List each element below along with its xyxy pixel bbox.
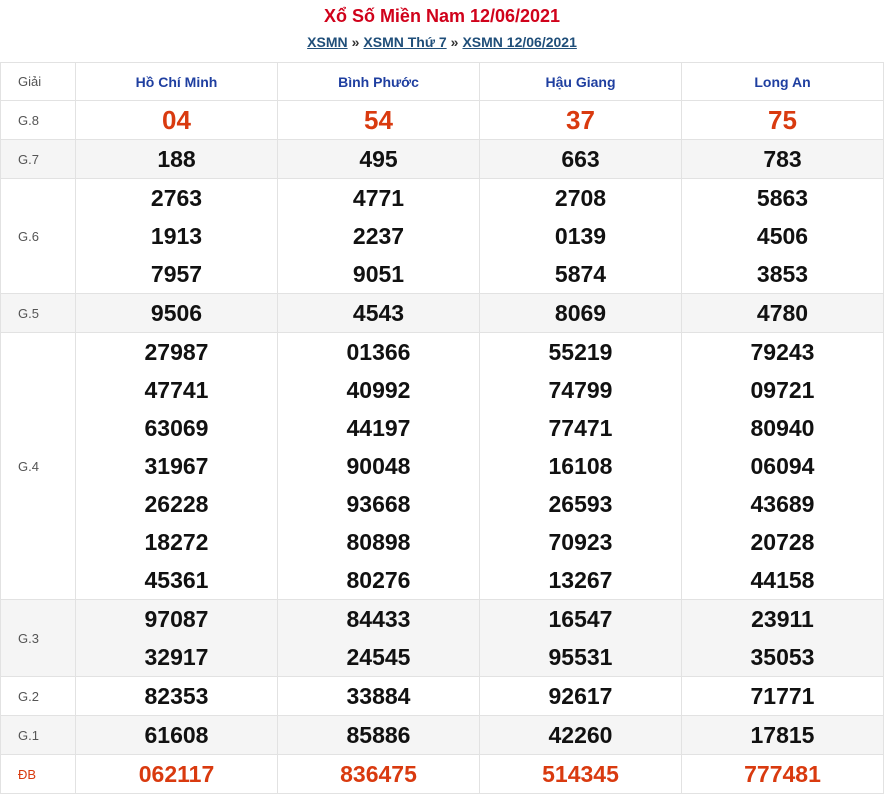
prize-cell [76,755,278,794]
prize-number: 18272 [144,529,209,555]
prize-number: 8069 [554,300,607,326]
prize-number: 97087 [144,606,209,632]
prize-cell [682,140,884,179]
prize-number: 93668 [346,491,411,517]
prize-cell [480,677,682,716]
prize-cell [682,755,884,794]
prize-cell [76,294,278,333]
prize-number: 01366 [346,339,411,365]
prize-number: 55219 [548,339,613,365]
prize-label: G.7 [1,140,76,179]
prize-number: 09721 [750,377,815,403]
breadcrumb-link-xsmn-thu-7[interactable]: XSMN Thứ 7 [363,34,447,50]
province-header-long-an[interactable]: Long An [682,63,884,101]
prize-number: 24545 [346,644,411,670]
prize-number: 80898 [346,529,411,555]
prize-number: 77471 [548,415,613,441]
prize-number: 71771 [750,683,815,709]
prize-cell [76,677,278,716]
prize-number: 26593 [548,491,613,517]
prize-number: 663 [561,146,600,172]
prize-number: 4771 [352,185,405,211]
special-prize-number: 836475 [340,761,417,787]
prize-number: 5863 [756,185,809,211]
prize-cell [682,101,884,140]
prize-number: 26228 [144,491,209,517]
prize-cell [76,716,278,755]
prize-number: 27987 [144,339,209,365]
prize-cell [278,140,480,179]
prize-number: 04 [162,105,191,135]
prize-number: 63069 [144,415,209,441]
prize-number: 79243 [750,339,815,365]
prize-number: 35053 [750,644,815,670]
prize-cell [278,600,480,677]
prize-cell [682,294,884,333]
prize-number: 9506 [150,300,203,326]
prize-cell [278,333,480,600]
prize-label: G.3 [1,600,76,677]
province-header-hau-giang[interactable]: Hậu Giang [480,63,682,101]
prize-row-g5 [1,294,884,333]
prize-number: 4780 [756,300,809,326]
prize-number: 33884 [346,683,411,709]
prize-number: 495 [359,146,398,172]
prize-number: 16108 [548,453,613,479]
page-header [0,0,884,62]
prize-number: 7957 [150,261,203,287]
prize-number: 43689 [750,491,815,517]
prize-cell [480,294,682,333]
prize-cell [76,140,278,179]
results-table [0,62,884,794]
prize-number: 45361 [144,567,209,593]
prize-number: 92617 [548,683,613,709]
prize-number: 1913 [150,223,203,249]
prize-number: 31967 [144,453,209,479]
prize-cell [682,600,884,677]
prize-number: 2237 [352,223,405,249]
prize-row-g2 [1,677,884,716]
prize-cell [278,179,480,294]
prize-label: G.2 [1,677,76,716]
prize-number: 20728 [750,529,815,555]
prize-cell [76,179,278,294]
prize-cell [76,333,278,600]
prize-number: 9051 [352,261,405,287]
prize-number: 188 [157,146,196,172]
prize-cell [76,600,278,677]
prize-number: 32917 [144,644,209,670]
prize-number: 82353 [144,683,209,709]
prize-cell [480,101,682,140]
prize-number: 17815 [750,722,815,748]
prize-label: G.5 [1,294,76,333]
prize-number: 4543 [352,300,405,326]
prize-number: 23911 [751,606,814,632]
prize-cell [278,101,480,140]
prize-cell [682,333,884,600]
prize-column-header: Giải [1,63,76,101]
prize-row-g8 [1,101,884,140]
breadcrumb-separator: » [351,34,360,50]
prize-row-g6 [1,179,884,294]
prize-number: 80940 [750,415,815,441]
special-prize-number: 062117 [138,761,215,787]
prize-label: G.4 [1,333,76,600]
province-header-binh-phuoc[interactable]: Bình Phước [278,63,480,101]
prize-number: 3853 [756,261,809,287]
prize-cell [76,101,278,140]
prize-number: 61608 [144,722,209,748]
prize-number: 75 [768,105,797,135]
prize-cell [480,179,682,294]
prize-row-g3 [1,600,884,677]
prize-number: 42260 [548,722,613,748]
prize-cell [278,755,480,794]
table-header-row [1,63,884,101]
page-title: Xổ Số Miền Nam 12/06/2021 [323,6,561,26]
prize-label: G.6 [1,179,76,294]
prize-number: 13267 [548,567,613,593]
prize-cell [480,333,682,600]
prize-cell [278,716,480,755]
prize-number: 783 [763,146,802,172]
prize-number: 90048 [346,453,411,479]
prize-number: 85886 [346,722,411,748]
prize-number: 4506 [756,223,809,249]
prize-number: 44197 [346,415,411,441]
prize-row-g4 [1,333,884,600]
breadcrumb-separator: » [450,34,459,50]
prize-number: 95531 [548,644,613,670]
prize-number: 44158 [750,567,815,593]
prize-cell [278,677,480,716]
breadcrumb [0,29,884,55]
prize-number: 74799 [548,377,613,403]
province-header-ho-chi-minh[interactable]: Hồ Chí Minh [76,63,278,101]
prize-number: 47741 [144,377,209,403]
breadcrumb-link-xsmn-date[interactable]: XSMN 12/06/2021 [462,34,577,50]
special-prize-number: 777481 [744,761,821,787]
breadcrumb-link-xsmn[interactable]: XSMN [307,34,348,50]
prize-number: 2763 [150,185,203,211]
prize-number: 40992 [346,377,411,403]
prize-number: 06094 [750,453,815,479]
prize-cell [480,140,682,179]
prize-label: ĐB [1,755,76,794]
prize-number: 70923 [548,529,613,555]
prize-cell [278,294,480,333]
prize-row-g1 [1,716,884,755]
prize-number: 37 [566,105,595,135]
prize-cell [480,716,682,755]
prize-number: 54 [364,105,393,135]
prize-cell [480,600,682,677]
prize-cell [682,677,884,716]
prize-label: G.1 [1,716,76,755]
special-prize-number: 514345 [542,761,619,787]
prize-number: 16547 [548,606,613,632]
prize-label: G.8 [1,101,76,140]
prize-cell [480,755,682,794]
prize-number: 84433 [346,606,411,632]
prize-number: 0139 [554,223,607,249]
prize-number: 2708 [554,185,607,211]
prize-number: 80276 [346,567,411,593]
prize-cell [682,716,884,755]
prize-cell [682,179,884,294]
prize-row-g7 [1,140,884,179]
prize-row-db [1,755,884,794]
prize-number: 5874 [554,261,607,287]
